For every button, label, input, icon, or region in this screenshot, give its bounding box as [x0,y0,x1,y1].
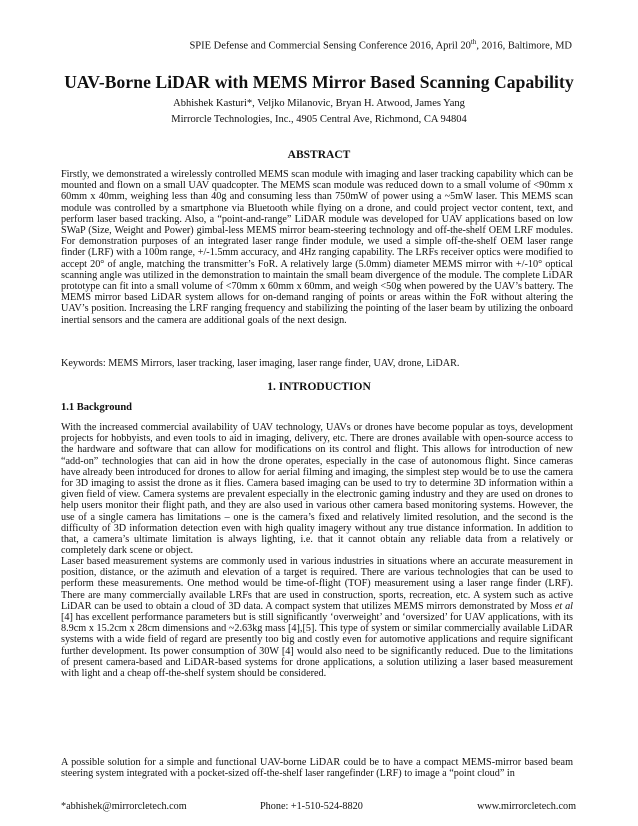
paper-affiliation: Mirrorcle Technologies, Inc., 4905 Central Ave, Richmond, CA 94804 [171,114,467,125]
introduction-heading: 1. INTRODUCTION [267,381,371,393]
intro-paragraph-3: A possible solution for a simple and functional UAV-borne LiDAR could be to have a compact MEMS-mirror based beam steering system integrated with a pocket-sized off-the-shelf laser rangefinder (LRF) to image a “point cloud” in [61,757,573,780]
conference-prefix: SPIE Defense and Commercial Sensing Conference 2016, April 20 [189,40,471,52]
background-subheading: 1.1 Background [61,402,132,413]
conference-superscript: th [470,38,477,46]
abstract-heading: ABSTRACT [287,149,351,161]
keywords: Keywords: MEMS Mirrors, laser tracking, laser imaging, laser range finder, UAV, drone, LiDAR. [61,358,460,369]
intro-paragraph-1: With the increased commercial availability of UAV technology, UAVs or drones have become popular as toys, development projects for hobbyists, and even tools to aid in imaging, delivery, etc. There are drones available with open-source access to the hardware and software that can allow for modifications on its control and flight. This allows for introduction of new “add-on” technologies that can aid in how the drone operates, especially in the case of autonomous flight. Since cameras have already been introduced for drones to allow for aerial filming and imaging, the simplest step would be to use the camera for 3D imaging to assist the drone as it flies. Camera based imaging can be used to try to determine 3D information within a given field of view. Camera systems are prevalent especially in the electronic gaming industry and they are used on drones to help users monitor their flight path, and they are also used in various other camera based monitoring systems. However, the use of a single camera has limitations – one is the camera’s fixed and relatively limited resolution, and the second is the difficulty of 3D information detection even with high quality imagery without any true distance information. In addition to that, a camera’s ultimate limitation is always lighting, i.e. that it cannot obtain any reliable data from a relatively or completely dark scene or object. [61,422,573,557]
abstract-body: Firstly, we demonstrated a wirelessly controlled MEMS scan module with imaging and laser tracking capability which can be mounted and flown on a small UAV quadcopter. The MEMS scan module was reduced down to a small volume of <90mm x 60mm x 40mm, weighing less than 40g and consuming less than 750mW of power using a ~5mW laser. This MEMS scan module was controlled by a smartphone via Bluetooth while flying on a drone, and could project vector content, text, and perform laser based tracking. Also, a “point-and-range” LiDAR module was developed for UAV applications based on low SWaP (Size, Weight and Power) gimbal-less MEMS mirror beam-steering technology and off-the-shelf OEM LRF modules. For demonstration purposes of an integrated laser range finder module, we used a simple off-the-shelf OEM laser range finder (LRF) with a 100m range, +/-1.5mm accuracy, and 4Hz ranging capability. The LRFs receiver optics were modified to accept 20° of angle, matching the transmitter’s FoR. A relatively large (5.0mm) diameter MEMS mirror with +/-10° optical scanning angle was utilized in the demonstration to maintain the small beam divergence of the module. The complete LiDAR prototype can fit into a small volume of <70mm x 60mm x 60mm, and weigh <50g when powered by the UAV’s battery. The MEMS mirror based LiDAR system allows for on-demand ranging of points or areas within the FoR without altering the UAV’s position. Increasing the LRF ranging frequency and stabilizing the pointing of the laser beam by utilizing the onboard inertial sensors and the camera are additional goals of the next design. [61,169,573,326]
footer-email: *abhishek@mirrorcletech.com [61,801,187,812]
conference-suffix: , 2016, Baltimore, MD [476,40,572,52]
intro-paragraph-2 [61,556,573,679]
citation-et-al: et al [554,600,573,612]
intro-paragraph-2-start: Laser based measurement systems are commonly used in various industries in situations where an accurate measurement in position, distance, or the azimuth and elevation of a target is required. There are various technologies that can be used to perform these measurements. One method would be time-of-flight (TOF) measurement using a laser range finder (LRF). There are many commercially available LRFs that are used in construction, sports, recreation, etc. A system such as active LiDAR can be used to obtain a cloud of 3D data. A compact system that utilizes MEMS mirrors demonstrated by Moss [61,556,573,612]
paper-title: UAV-Borne LiDAR with MEMS Mirror Based Scanning Capability [64,72,574,92]
footer-phone: Phone: +1-510-524-8820 [260,801,363,812]
running-header [189,38,572,52]
footer-website: www.mirrorcletech.com [477,801,576,812]
paper-authors: Abhishek Kasturi*, Veljko Milanovic, Bryan H. Atwood, James Yang [173,98,465,109]
intro-paragraph-2-end: [4] has excellent performance parameters but is still significantly ‘overweight’ and ‘oversized’ for UAV applications, with its 8.9cm x 15.2cm x 28cm dimensions and ~2.63kg mass [4],[5]. This type of system or similar commercially available LiDAR systems with a wide field of regard are presently too big and costly even for automotive applications and require significant further development. Its power consumption of 30W [4] would also need to be significantly reduced. Due to the limitations of present camera-based and LiDAR-based systems for drone applications, a solution utilizing a laser based measurement with light and a cheap off-the-shelf system should be considered. [61,612,573,680]
